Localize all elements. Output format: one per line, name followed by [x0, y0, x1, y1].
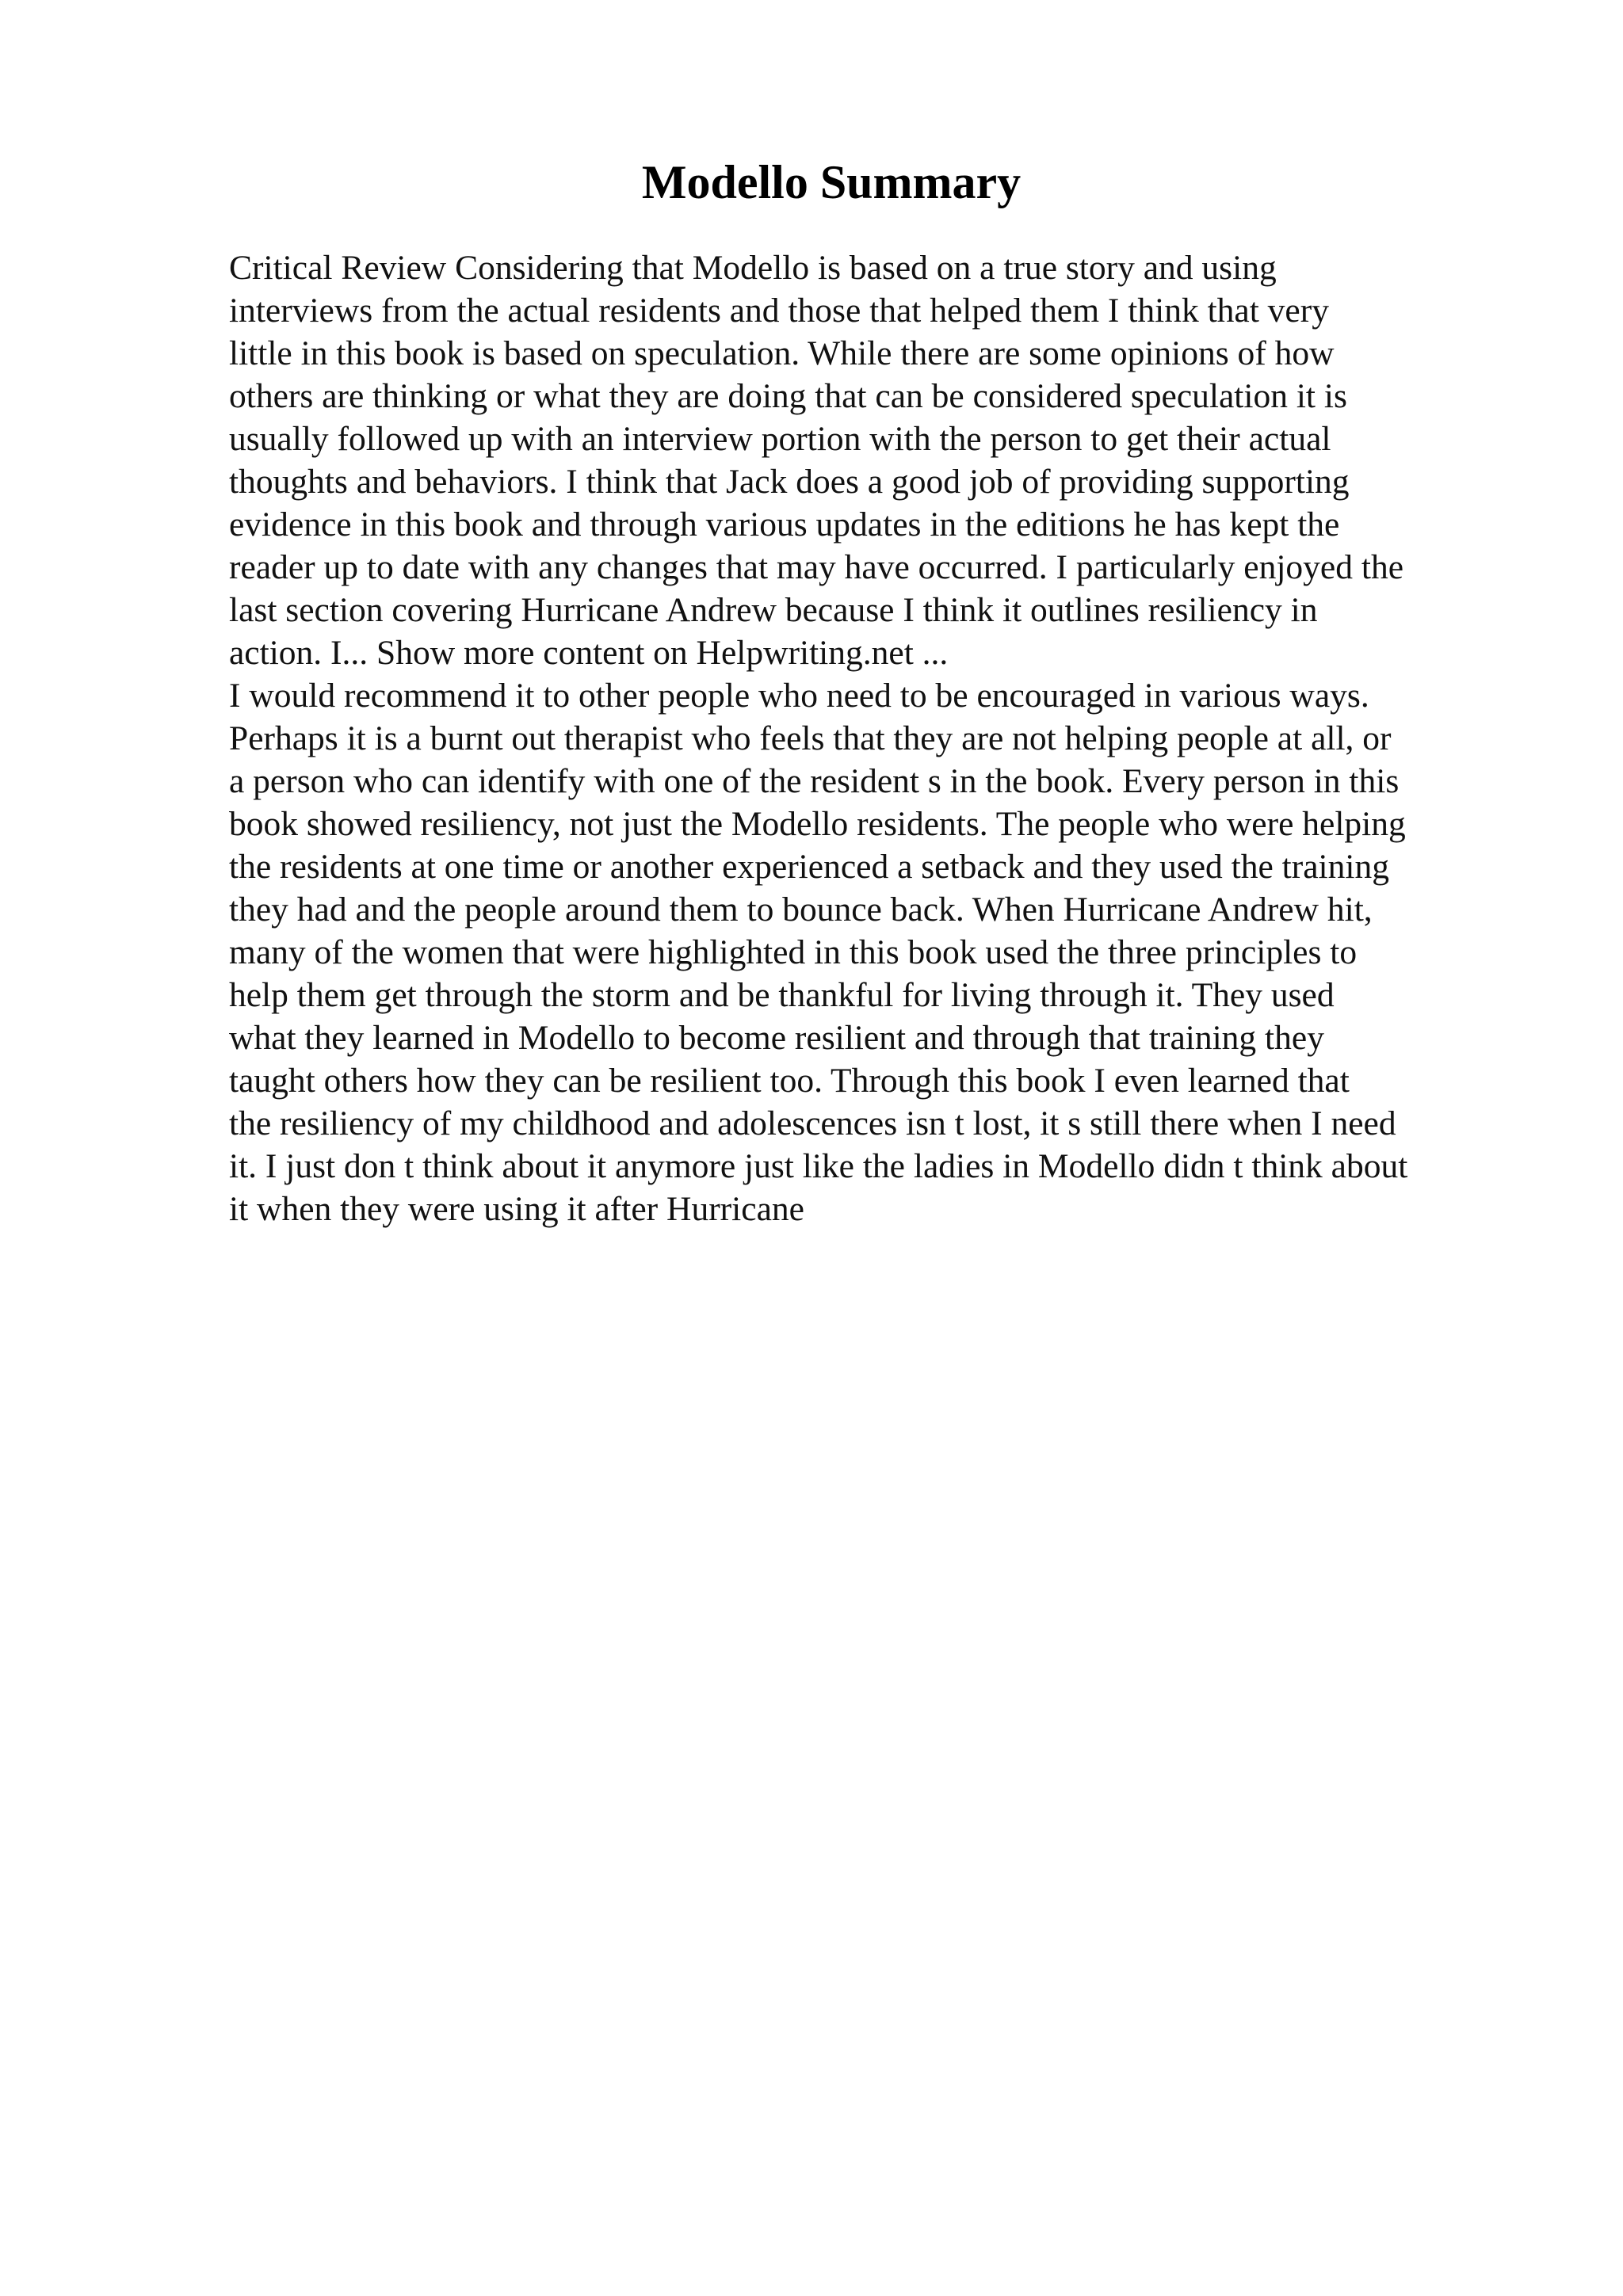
body-line: what they learned in Modello to become resilient and through that training they	[229, 1019, 1324, 1057]
body-line: last section covering Hurricane Andrew because I think it outlines resiliency in	[229, 591, 1318, 629]
body-line: I would recommend it to other people who need to be encouraged in various ways.	[229, 677, 1369, 715]
body-line: thoughts and behaviors. I think that Jack does a good job of providing supporting	[229, 463, 1350, 501]
body-line: action. I... Show more content on Helpwriting.net ...	[229, 634, 949, 672]
body-line: many of the women that were highlighted in this book used the three principles to	[229, 933, 1358, 971]
document-body	[229, 246, 1576, 1230]
body-line: usually followed up with an interview portion with the person to get their actual	[229, 420, 1331, 458]
body-line: taught others how they can be resilient too. Through this book I even learned that	[229, 1062, 1350, 1100]
body-line: others are thinking or what they are doing that can be considered speculation it is	[229, 377, 1347, 415]
document-title: Modello Summary	[641, 156, 1022, 208]
body-line: the resiliency of my childhood and adolescences isn t lost, it s still there when I need	[229, 1104, 1396, 1142]
body-line: help them get through the storm and be thankful for living through it. They used	[229, 976, 1335, 1014]
body-line: Perhaps it is a burnt out therapist who feels that they are not helping people at all, or	[229, 719, 1392, 757]
body-line: a person who can identify with one of the resident s in the book. Every person in this	[229, 762, 1400, 800]
body-line: the residents at one time or another experienced a setback and they used the training	[229, 848, 1389, 886]
body-line: Critical Review Considering that Modello is based on a true story and using	[229, 249, 1277, 287]
body-line: reader up to date with any changes that may have occurred. I particularly enjoyed the	[229, 548, 1403, 586]
body-line: evidence in this book and through various updates in the editions he has kept the	[229, 505, 1340, 543]
body-line: little in this book is based on speculation. While there are some opinions of how	[229, 334, 1335, 372]
body-line: it when they were using it after Hurricane	[229, 1190, 804, 1228]
body-line: they had and the people around them to bounce back. When Hurricane Andrew hit,	[229, 891, 1373, 929]
body-line: interviews from the actual residents and those that helped them I think that very	[229, 292, 1329, 330]
body-line: book showed resiliency, not just the Modello residents. The people who were helping	[229, 805, 1406, 843]
body-line: it. I just don t think about it anymore just like the ladies in Modello didn t think about	[229, 1147, 1408, 1185]
